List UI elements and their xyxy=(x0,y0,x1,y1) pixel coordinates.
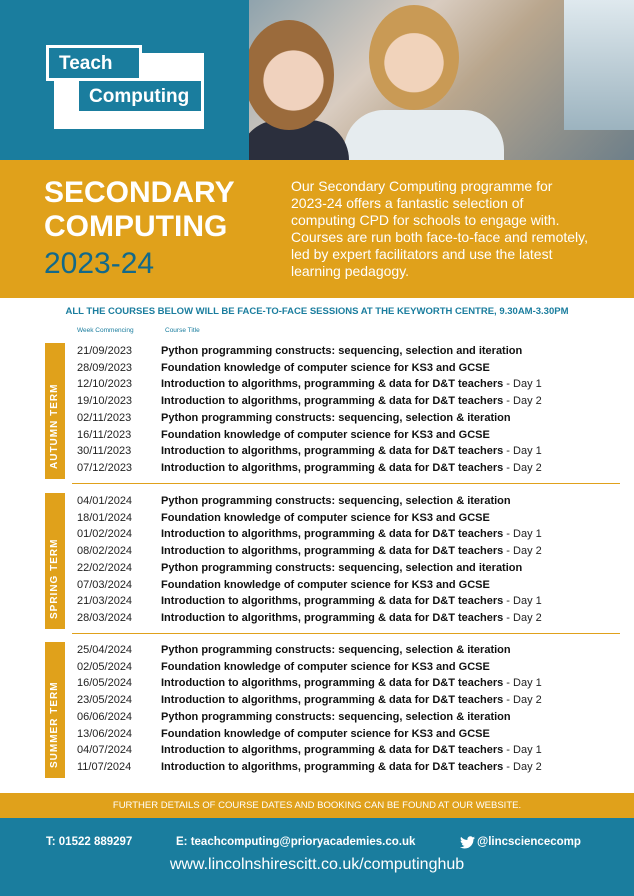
course-title-text: Introduction to algorithms, programming & data for D&T teachers xyxy=(161,461,504,474)
course-title xyxy=(161,709,511,725)
course-title-text: Introduction to algorithms, programming & data for D&T teachers xyxy=(161,760,504,773)
course-row xyxy=(77,560,617,576)
course-row xyxy=(77,376,617,392)
course-title-text: Python programming constructs: sequencing, selection & iteration xyxy=(161,644,511,656)
course-title-text: Introduction to algorithms, programming & data for D&T teachers xyxy=(161,395,504,408)
phone-number[interactable]: T: 01522 889297 xyxy=(46,836,133,848)
course-title-text: Foundation knowledge of computer science for KS3 and GCSE xyxy=(161,511,490,524)
course-row xyxy=(77,726,617,742)
course-day: - Day 2 xyxy=(503,461,542,474)
course-date: 21/09/2023 xyxy=(77,345,133,357)
term-label: SPRING TERM xyxy=(49,538,60,619)
course-title xyxy=(161,427,490,443)
course-title xyxy=(161,759,542,775)
course-title-text: Introduction to algorithms, programming & data for D&T teachers xyxy=(161,677,504,690)
course-row xyxy=(77,642,617,658)
course-title-text: Foundation knowledge of computer science for KS3 and GCSE xyxy=(161,428,490,441)
course-title xyxy=(161,610,542,626)
course-row xyxy=(77,443,617,459)
term-label: SUMMER TERM xyxy=(49,681,60,768)
course-title-text: Introduction to algorithms, programming & data for D&T teachers xyxy=(161,694,504,707)
course-day: - Day 2 xyxy=(503,694,542,707)
course-date: 28/03/2024 xyxy=(77,611,133,624)
course-title xyxy=(161,692,542,708)
course-title xyxy=(161,593,542,609)
term-label: AUTUMN TERM xyxy=(49,383,60,469)
course-date: 08/02/2024 xyxy=(77,545,133,558)
course-title xyxy=(161,526,542,542)
course-title-text: Foundation knowledge of computer science for KS3 and GCSE xyxy=(161,660,490,673)
course-date: 12/10/2023 xyxy=(77,378,133,391)
intro-text: Our Secondary Computing programme for 2023-24 offers a fantastic selection of computing CPD for schools to engage with. Courses are run both face-to-face and remotely, led by expert facilitators and use the latest learning pedagogy. xyxy=(291,178,589,279)
course-row xyxy=(77,610,617,626)
course-title-text: Introduction to algorithms, programming & data for D&T teachers xyxy=(161,378,504,391)
course-title-text: Introduction to algorithms, programming & data for D&T teachers xyxy=(161,595,504,608)
course-date: 13/06/2024 xyxy=(77,727,133,740)
course-title-text: Foundation knowledge of computer science for KS3 and GCSE xyxy=(161,361,490,374)
course-title xyxy=(161,410,511,426)
course-title xyxy=(161,675,542,691)
course-row xyxy=(77,593,617,609)
course-title-text: Python programming constructs: sequencing, selection & iteration xyxy=(161,411,511,424)
course-date: 25/04/2024 xyxy=(77,644,133,656)
header-photo xyxy=(249,0,634,160)
course-title xyxy=(161,543,542,559)
course-date: 04/01/2024 xyxy=(77,495,133,507)
email-address[interactable]: E: teachcomputing@prioryacademies.co.uk xyxy=(176,836,416,848)
course-date: 01/02/2024 xyxy=(77,528,133,541)
course-title xyxy=(161,393,542,409)
course-row xyxy=(77,460,617,476)
term-divider xyxy=(72,633,620,634)
course-row xyxy=(77,742,617,758)
course-date: 16/11/2023 xyxy=(77,428,132,441)
course-title xyxy=(161,493,511,509)
course-day: - Day 2 xyxy=(503,611,542,624)
twitter-icon xyxy=(460,836,475,849)
course-title xyxy=(161,510,490,526)
course-title xyxy=(161,560,522,576)
course-date: 19/10/2023 xyxy=(77,395,133,408)
course-day: - Day 1 xyxy=(503,445,542,458)
course-day: - Day 1 xyxy=(503,528,542,541)
page-title-line1: SECONDARY xyxy=(44,176,235,209)
course-title-text: Python programming constructs: sequencing, selection & iteration xyxy=(161,495,511,507)
course-row xyxy=(77,393,617,409)
page-title-line2: COMPUTING xyxy=(44,210,228,243)
teach-computing-logo xyxy=(46,45,206,132)
course-date: 11/07/2024 xyxy=(77,760,132,773)
course-day: - Day 1 xyxy=(503,595,542,608)
column-header-title: Course Title xyxy=(165,327,200,334)
course-title xyxy=(161,443,542,459)
course-title-text: Introduction to algorithms, programming & data for D&T teachers xyxy=(161,744,504,757)
course-row xyxy=(77,659,617,675)
course-date: 07/12/2023 xyxy=(77,461,133,474)
course-title-text: Introduction to algorithms, programming & data for D&T teachers xyxy=(161,528,504,541)
course-title-text: Foundation knowledge of computer science for KS3 and GCSE xyxy=(161,578,490,591)
course-date: 28/09/2023 xyxy=(77,361,133,374)
column-header-week: Week Commencing xyxy=(77,327,134,334)
page-title-year: 2023-24 xyxy=(44,247,155,280)
header-banner xyxy=(0,0,634,160)
course-date: 22/02/2024 xyxy=(77,561,133,574)
logo-text-teach: Teach xyxy=(46,45,142,81)
course-row xyxy=(77,675,617,691)
course-row xyxy=(77,410,617,426)
course-title xyxy=(161,642,511,658)
logo-panel xyxy=(0,0,249,160)
course-day: - Day 1 xyxy=(503,378,542,391)
course-date: 21/03/2024 xyxy=(77,595,133,608)
course-row xyxy=(77,577,617,593)
course-date: 07/03/2024 xyxy=(77,578,133,591)
course-day: - Day 2 xyxy=(503,545,542,558)
course-title-text: Foundation knowledge of computer science for KS3 and GCSE xyxy=(161,727,490,740)
course-title-text: Python programming constructs: sequencing, selection and iteration xyxy=(161,561,523,574)
course-date: 02/05/2024 xyxy=(77,660,133,673)
course-row xyxy=(77,510,617,526)
course-day: - Day 1 xyxy=(503,744,542,757)
course-title-text: Python programming constructs: sequencing, selection & iteration xyxy=(161,710,511,723)
course-row xyxy=(77,360,617,376)
course-title-text: Python programming constructs: sequencing, selection and iteration xyxy=(161,345,523,357)
course-date: 04/07/2024 xyxy=(77,744,133,757)
venue-notice: ALL THE COURSES BELOW WILL BE FACE-TO-FACE SESSIONS AT THE KEYWORTH CENTRE, 9.30AM-3.30PM xyxy=(65,306,569,317)
course-title xyxy=(161,343,522,359)
course-day: - Day 2 xyxy=(503,760,542,773)
course-row xyxy=(77,427,617,443)
logo-text-computing: Computing xyxy=(76,78,204,114)
course-row xyxy=(77,343,617,359)
course-date: 16/05/2024 xyxy=(77,677,133,690)
further-details-banner: FURTHER DETAILS OF COURSE DATES AND BOOKING CAN BE FOUND AT OUR WEBSITE. xyxy=(0,793,634,818)
course-date: 18/01/2024 xyxy=(77,511,133,524)
course-row xyxy=(77,526,617,542)
course-date: 23/05/2024 xyxy=(77,694,133,707)
course-row xyxy=(77,709,617,725)
course-title xyxy=(161,659,490,675)
course-title-text: Introduction to algorithms, programming & data for D&T teachers xyxy=(161,445,504,458)
course-title xyxy=(161,360,490,376)
course-date: 06/06/2024 xyxy=(77,710,133,723)
course-date: 30/11/2023 xyxy=(77,445,132,458)
course-title-text: Introduction to algorithms, programming & data for D&T teachers xyxy=(161,611,504,624)
course-row xyxy=(77,543,617,559)
course-row xyxy=(77,493,617,509)
website-link[interactable]: www.lincolnshirescitt.co.uk/computinghub xyxy=(169,856,465,873)
course-row xyxy=(77,759,617,775)
course-date: 02/11/2023 xyxy=(77,411,132,424)
course-day: - Day 2 xyxy=(503,395,542,408)
course-title xyxy=(161,460,542,476)
course-title xyxy=(161,376,542,392)
twitter-handle[interactable]: @lincsciencecomp xyxy=(477,836,581,848)
course-title-text: Introduction to algorithms, programming & data for D&T teachers xyxy=(161,545,504,558)
course-day: - Day 1 xyxy=(503,677,542,690)
course-row xyxy=(77,692,617,708)
course-title xyxy=(161,742,542,758)
course-title xyxy=(161,726,490,742)
term-divider xyxy=(72,483,620,484)
course-title xyxy=(161,577,490,593)
